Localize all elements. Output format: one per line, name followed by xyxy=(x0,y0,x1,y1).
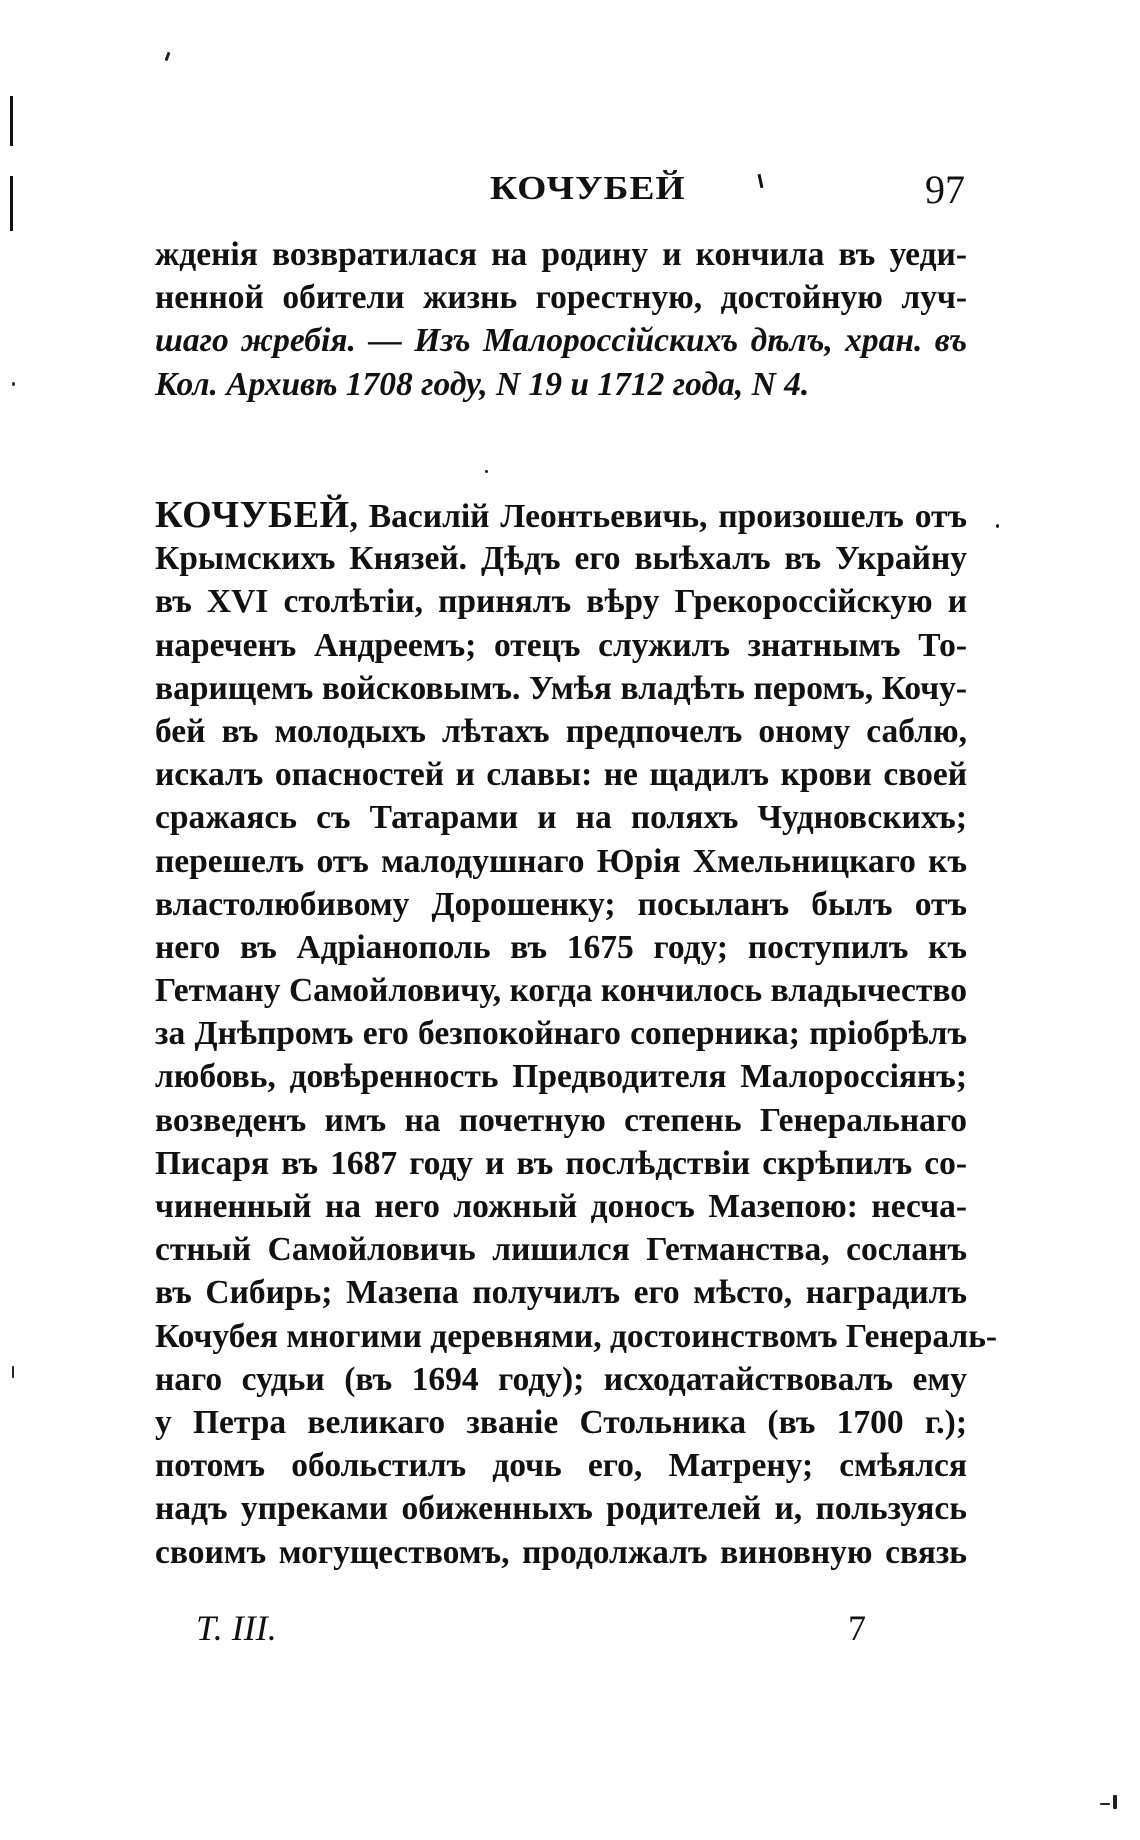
text-line: возведенъ имъ на почетную степень Генеральнаго xyxy=(155,1101,967,1139)
text-line: Кочубея многими деревнями, достоинствомъ Генераль- xyxy=(155,1317,998,1355)
text-line: ненной обители жизнь горестную, достойную луч- xyxy=(155,279,967,317)
page-edge-mark xyxy=(10,96,13,146)
print-speck xyxy=(996,524,999,528)
text-line: у Петра великаго званіе Стольника (въ 1700 г.); xyxy=(155,1403,967,1441)
first-line-text: , Василій Леонтьевичь, произошелъ отъ xyxy=(349,498,967,535)
page-edge-mark xyxy=(10,176,13,231)
text-line: за Днѣпромъ его безпокойнаго соперника; пріобрѣлъ xyxy=(155,1015,967,1053)
page-footer xyxy=(196,1607,866,1657)
page-number: 97 xyxy=(925,167,965,212)
text-line: стный Самойловичь лишился Гетманства, сосланъ xyxy=(155,1231,967,1269)
print-speck xyxy=(485,470,488,473)
text-line: Писаря въ 1687 году и въ послѣдствіи скрѣпилъ со- xyxy=(155,1144,967,1182)
text-line: Кол. Архивѣ 1708 году, N 19 и 1712 года, N 4. xyxy=(155,365,810,403)
text-line: него въ Адріанополь въ 1675 году; поступилъ къ xyxy=(155,928,967,966)
text-line: надъ упреками обиженныхъ родителей и, пользуясь xyxy=(155,1490,967,1528)
continuation-paragraph xyxy=(155,233,967,406)
text-line: потомъ обольстилъ дочь его, Матрену; смѣялся xyxy=(155,1447,967,1485)
text-line: въ Сибирь; Мазепа получилъ его мѣсто, наградилъ xyxy=(155,1274,967,1312)
text-line: своимъ могуществомъ, продолжалъ виновную связь xyxy=(155,1533,967,1571)
volume-signature: Т. III. xyxy=(196,1608,277,1648)
text-line: властолюбивому Дорошенку; посыланъ былъ отъ xyxy=(155,885,967,923)
text-line: перешелъ отъ малодушнаго Юрія Хмельницкаго къ xyxy=(155,842,967,880)
sheet-number: 7 xyxy=(848,1608,866,1648)
running-head: КОЧУБЕЙ xyxy=(490,170,686,207)
text-line: шаго жребія. — Изъ Малороссійскихъ дѣлъ, хран. въ xyxy=(155,322,967,360)
article-first-line xyxy=(155,494,967,537)
text-line: Крымскихъ Князей. Дѣдъ его выѣхалъ въ Украйну xyxy=(155,540,967,578)
text-line: бей въ молодыхъ лѣтахъ предпочелъ оному саблю, xyxy=(155,712,967,750)
print-speck xyxy=(12,382,15,386)
print-speck xyxy=(1113,1795,1117,1809)
text-line: сражаясь съ Татарами и на поляхъ Чудновскихъ; xyxy=(155,799,967,837)
page-header xyxy=(155,167,965,220)
print-speck xyxy=(12,1366,14,1378)
text-line: Гетману Самойловичу, когда кончилось владычество xyxy=(155,972,967,1010)
text-line: искалъ опасностей и славы: не щадилъ крови своей xyxy=(155,756,967,794)
article-lead-word: КОЧУБЕЙ xyxy=(155,494,350,536)
text-line: въ XVI столѣтіи, принялъ вѣру Грекороссійскую и xyxy=(155,583,967,621)
text-line: наго судьи (въ 1694 году); исходатайствовалъ ему xyxy=(155,1360,967,1398)
text-line: жденія возвратилася на родину и кончила въ уеди- xyxy=(155,236,967,273)
text-line: любовь, довѣренность Предводителя Малороссіянъ; xyxy=(155,1058,967,1096)
article-paragraph xyxy=(155,494,998,1574)
print-mark xyxy=(758,174,764,188)
text-line: чиненный на него ложный доносъ Мазепою: несча- xyxy=(155,1188,967,1225)
text-line: нареченъ Андреемъ; отецъ служилъ знатнымъ То- xyxy=(155,626,967,664)
print-speck xyxy=(165,52,171,61)
text-line: варищемъ войсковымъ. Умѣя владѣть перомъ, Кочу- xyxy=(155,669,967,707)
print-speck xyxy=(1100,1803,1110,1805)
